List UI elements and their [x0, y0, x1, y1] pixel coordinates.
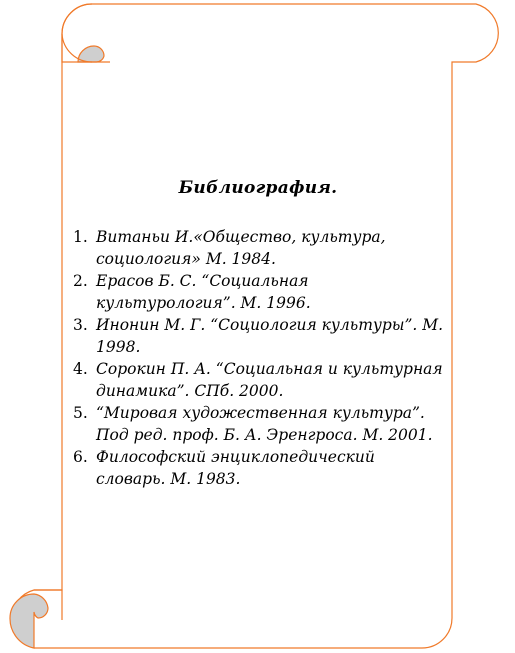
bibliography-item: [68, 226, 448, 270]
item-text: Философский энциклопедический словарь. М. 1983.: [96, 448, 375, 488]
bibliography-list: [68, 226, 448, 490]
item-text: “Мировая художественная культура”. Под ред. проф. Б. А. Эренгроса. М. 2001.: [96, 404, 433, 444]
item-number: 3.: [73, 316, 88, 334]
page-title: Библиография.: [178, 178, 338, 198]
item-number: 4.: [73, 360, 88, 378]
bibliography-item: [68, 358, 448, 402]
item-text: Сорокин П. А. “Социальная и культурная динамика”. СПб. 2000.: [96, 360, 443, 400]
item-number: 5.: [73, 404, 88, 422]
item-text: Витаньи И.«Общество, культура, социология» М. 1984.: [96, 228, 386, 268]
bibliography-item: [68, 314, 448, 358]
item-text: Инонин М. Г. “Социология культуры”. М. 1998.: [96, 316, 444, 356]
bibliography-item: [68, 446, 448, 490]
item-text: Ерасов Б. С. “Социальная культурология”. М. 1996.: [96, 272, 311, 312]
bibliography-item: [68, 270, 448, 314]
item-number: 1.: [73, 228, 88, 246]
item-number: 6.: [73, 448, 88, 466]
bibliography-content: [68, 178, 448, 490]
bibliography-item: [68, 402, 448, 446]
item-number: 2.: [73, 272, 88, 290]
